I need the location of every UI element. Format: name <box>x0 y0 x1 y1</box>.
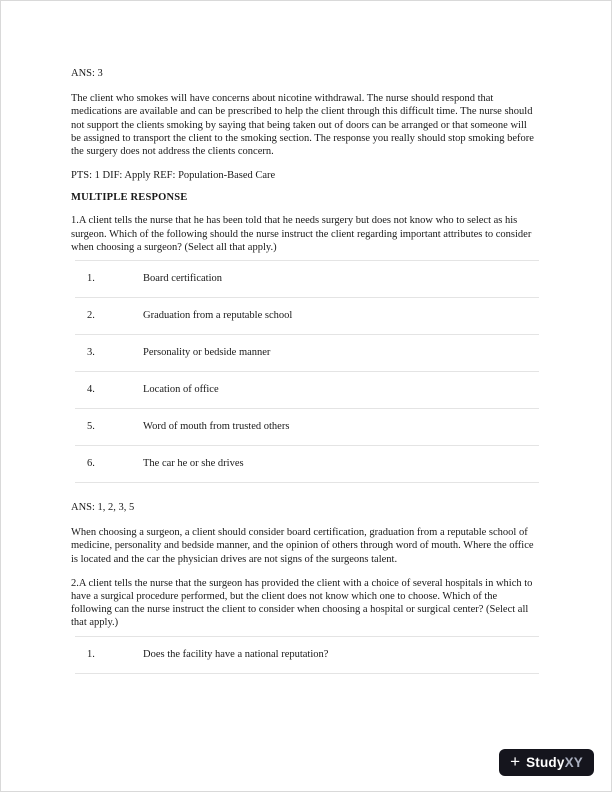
option-row <box>75 636 539 674</box>
rationale-paragraph-previous: The client who smokes will have concerns about nicotine withdrawal. The nurse should respond that medications are available and can be prescribed to help the client through this difficult time. The nurse should not support the clients smoking by saying that being taken out of doors can be arranged or that someone will be assigned to transport the client to the smoking section. The response you really should stop smoking before the surgery does not address the clients concern. <box>71 93 534 158</box>
option-text: Location of office <box>143 384 219 396</box>
option-number: 1. <box>87 273 95 285</box>
answer-line-previous: ANS: 3 <box>71 68 103 79</box>
option-number: 1. <box>87 648 95 660</box>
option-text: Board certification <box>143 273 223 285</box>
option-number: 4. <box>87 384 95 396</box>
option-text: Personality or bedside manner <box>143 347 271 359</box>
question-1-options-list <box>75 260 539 483</box>
plus-icon: + <box>510 752 521 771</box>
option-row <box>75 445 539 483</box>
studyxy-logo <box>499 749 594 776</box>
option-text: The car he or she drives <box>143 458 244 470</box>
option-row <box>75 334 539 371</box>
option-row <box>75 260 539 297</box>
rationale-paragraph-question-1: When choosing a surgeon, a client should consider board certification, graduation from a reputable school of medicine, personality and bedside manner, and the opinion of others through word of mouth. Where the office is located and the car the physician drives are not signs of the surgeons talent. <box>71 527 534 565</box>
document-content <box>1 1 611 674</box>
option-row <box>75 297 539 334</box>
question-2-text: 2.A client tells the nurse that the surgeon has provided the client with a choice of several hospitals in which to have a surgical procedure performed, but the client does not know which one to choose. Which of the following can the nurse instruct the client to consider when choosing a hospital or surgical center? (Select all that apply.) <box>71 577 533 629</box>
brand-wordmark <box>526 754 583 772</box>
question-2-options-list <box>75 636 539 674</box>
question-1-text: 1.A client tells the nurse that he has been told that he needs surgery but does not know who to select as his surgeon. Which of the following should the nurse instruct the client regarding important attributes to consider when choosing a surgeon? (Select all that apply.) <box>71 215 532 253</box>
answer-line-question-1: ANS: 1, 2, 3, 5 <box>71 502 135 514</box>
pts-dif-ref-line: PTS: 1 DIF: Apply REF: Population-Based Care <box>71 170 276 182</box>
option-number: 3. <box>87 347 95 359</box>
option-text: Does the facility have a national reputation? <box>143 648 329 660</box>
option-number: 6. <box>87 458 95 470</box>
option-row <box>75 408 539 445</box>
option-text: Word of mouth from trusted others <box>143 421 290 433</box>
brand-xy-text: XY <box>564 754 583 770</box>
option-text: Graduation from a reputable school <box>143 310 293 322</box>
option-number: 5. <box>87 421 95 433</box>
option-row <box>75 371 539 408</box>
section-heading: MULTIPLE RESPONSE <box>71 192 188 204</box>
option-number: 2. <box>87 310 95 322</box>
brand-study-text: Study <box>526 754 565 770</box>
